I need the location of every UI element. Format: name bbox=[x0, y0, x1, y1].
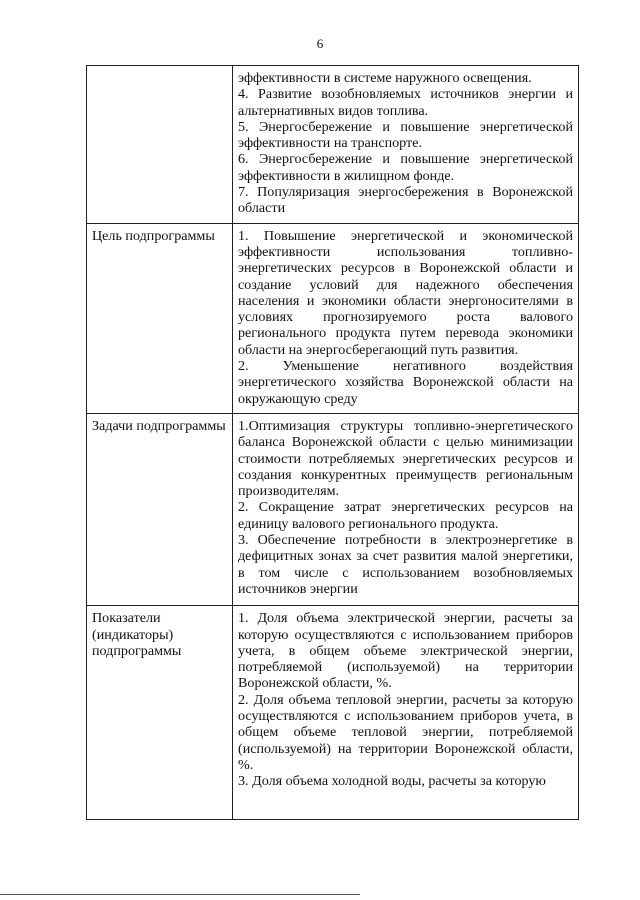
list-item: 7. Популяризация энергосбережения в Воронежской области bbox=[238, 184, 573, 217]
list-item: 1. Доля объема электрической энергии, расчеты за которую осуществляются с использованием приборов учета, в общем объеме электрической энергии, потребляемой (используемой) на территории Воронежской области, %. bbox=[238, 610, 573, 692]
row-label bbox=[87, 66, 233, 224]
page-number: 6 bbox=[316, 36, 324, 51]
list-item: эффективности в системе наружного освещения. bbox=[238, 70, 532, 86]
list-item: 4. Развитие возобновляемых источников энергии и альтернативных видов топлива. bbox=[238, 86, 573, 119]
subprogram-passport-table bbox=[86, 65, 579, 820]
list-item: 3. Доля объема холодной воды, расчеты за которую bbox=[238, 773, 546, 790]
table-row bbox=[87, 606, 579, 820]
row-content bbox=[233, 413, 579, 605]
row-content bbox=[233, 606, 579, 820]
row-label: Показатели (индикаторы) подпрограммы bbox=[87, 606, 233, 820]
list-item: 2. Уменьшение негативного воздействия энергетического хозяйства Воронежской области на окружающую среду bbox=[238, 358, 573, 407]
list-item: 1.Оптимизация структуры топливно-энергетического баланса Воронежской области с целью минимизации стоимости потребляемых энергетических ресурсов и создания конкурентных преимуществ региональным производителям. bbox=[238, 417, 573, 500]
list-item: 5. Энергосбережение и повышение энергетической эффективности на транспорте. bbox=[238, 118, 573, 152]
table-row bbox=[87, 223, 579, 413]
row-content bbox=[233, 66, 579, 224]
footer-divider bbox=[0, 894, 360, 895]
list-item: 2. Сокращение затрат энергетических ресурсов на единицу валового регионального продукта. bbox=[238, 499, 573, 532]
row-label: Задачи подпрограммы bbox=[87, 413, 233, 605]
row-content bbox=[233, 223, 579, 413]
list-item: 6. Энергосбережение и повышение энергетической эффективности в жилищном фонде. bbox=[238, 151, 573, 184]
table-row bbox=[87, 66, 579, 224]
list-item: 1. Повышение энергетической и экономической эффективности использования топливно-энергетических ресурсов в Воронежской области и создание условий для надежного обеспечения населения и экономики области энергоносителями в условиях прогнозируемого роста валового регионального продукта путем перевода экономики области на энергосберегающий путь развития. bbox=[238, 227, 573, 358]
list-item: 2. Доля объема тепловой энергии, расчеты за которую осуществляются с использованием приборов учета, в общем объеме тепловой энергии, потребляемой (используемой) на территории Воронежской области, %. bbox=[238, 691, 573, 773]
table-row bbox=[87, 413, 579, 605]
row-label: Цель подпрограммы bbox=[87, 223, 233, 413]
list-item: 3. Обеспечение потребности в электроэнергетике в дефицитных зонах за счет развития малой энергетики, в том числе с использованием возобновляемых источников энергии bbox=[238, 532, 573, 597]
